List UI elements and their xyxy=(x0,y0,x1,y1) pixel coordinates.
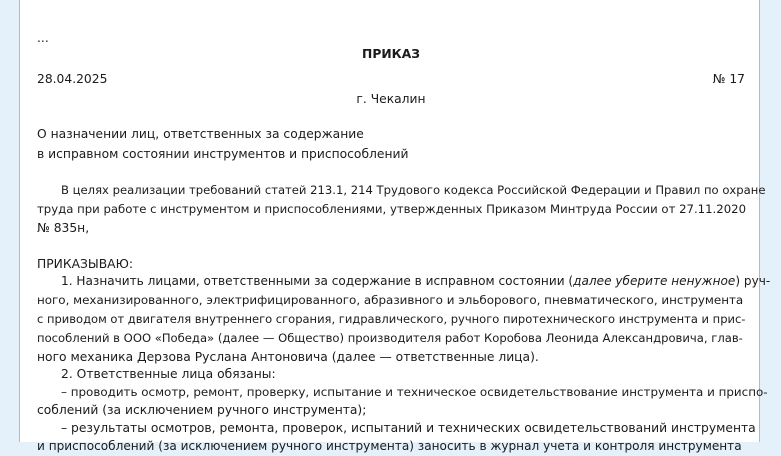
preamble-line-2: труда при работе с инструментом и приспособлениями, утвержденных Приказом Минтруда России от 27.11.2020 xyxy=(37,202,747,216)
item2-bullet1-line-1: – проводить осмотр, ремонт, проверку, испытание и техническое освидетельствование инструмента и приспо- xyxy=(61,385,768,399)
order-city: г. Чекалин xyxy=(356,92,426,106)
item2-bullet2-line-1: – результаты осмотров, ремонта, проверок, испытаний и технических освидетельствований инструмента xyxy=(61,421,756,435)
item1-line-1-end: ) руч- xyxy=(735,274,771,288)
subject-line-1: О назначении лиц, ответственных за содержание xyxy=(37,127,364,141)
item1-line-2: ного, механизированного, электрифицированного, абразивного и эльборового, пневматического, инструмента xyxy=(37,293,744,307)
date-number-row xyxy=(37,69,745,89)
item1-line-3: с приводом от двигателя внутреннего сгорания, гидравлического, ручного пиротехнического инструмента и прис- xyxy=(37,312,746,326)
item2-bullet1-line-2: соблений (за исключением ручного инструмента); xyxy=(37,403,367,417)
item2-line-1: 2. Ответственные лица обязаны: xyxy=(61,367,276,381)
item1-line-1-text: 1. Назначить лицами, ответственными за содержание в исправном состоянии ( xyxy=(61,274,574,288)
item1-italic-note: далее уберите ненужное xyxy=(573,274,736,288)
ellipsis: ... xyxy=(37,31,49,45)
subject-line-2: в исправном состоянии инструментов и приспособлений xyxy=(37,147,409,161)
order-word: ПРИКАЗЫВАЮ: xyxy=(37,257,134,271)
preamble-line-1: В целях реализации требований статей 213.1, 214 Трудового кодекса Российской Федерации и Правил по охране xyxy=(61,183,766,197)
order-number: № 17 xyxy=(712,72,745,86)
document-title: ПРИКАЗ xyxy=(362,47,420,61)
item1-line-1 xyxy=(37,271,769,291)
document-sheet xyxy=(19,0,771,453)
preamble-line-3: № 835н, xyxy=(37,221,90,235)
item1-line-5: ного механика Дерзова Руслана Антоновича (далее — ответственные лица). xyxy=(37,350,539,364)
order-date: 28.04.2025 xyxy=(37,72,108,86)
item1-line-4: пособлений в ООО «Победа» (далее — Общество) производителя работ Коробова Леонида Александровича, глав- xyxy=(37,331,743,345)
item2-bullet2-line-2: и приспособлений (за исключением ручного инструмента) заносить в журнал учета и контроля инструмента xyxy=(37,439,742,453)
